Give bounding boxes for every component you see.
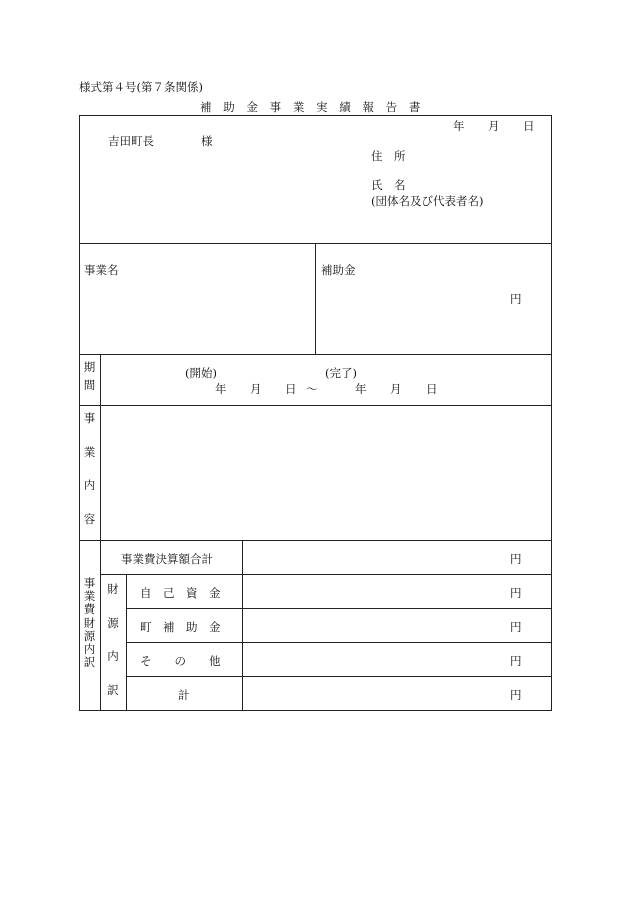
breakdown-char: 業 bbox=[83, 589, 96, 604]
date-month: 月 bbox=[488, 119, 500, 133]
period-end-label: (完了) bbox=[325, 366, 357, 380]
project-name-label: 事業名 bbox=[84, 263, 119, 277]
period-tilde: 〜 bbox=[306, 382, 318, 396]
own-funds-label: 自 己 資 金 bbox=[140, 586, 221, 600]
source-char: 源 bbox=[107, 615, 119, 630]
date-year: 年 bbox=[453, 119, 465, 133]
divider bbox=[79, 540, 552, 541]
breakdown-char: 源 bbox=[83, 628, 96, 643]
period-char: 間 bbox=[83, 377, 96, 392]
end-month: 月 bbox=[390, 382, 402, 396]
content-label bbox=[79, 413, 100, 525]
source-label bbox=[100, 584, 126, 696]
total-cost-yen: 円 bbox=[510, 552, 522, 566]
total-cost-label: 事業費決算額合計 bbox=[121, 552, 213, 566]
source-char: 内 bbox=[107, 649, 119, 663]
start-year: 年 bbox=[215, 382, 227, 396]
own-funds-yen: 円 bbox=[510, 586, 522, 600]
breakdown-char: 訳 bbox=[83, 655, 96, 670]
divider bbox=[242, 540, 243, 711]
subtotal-label: 計 bbox=[178, 688, 190, 702]
end-day: 日 bbox=[426, 382, 438, 396]
start-day: 日 bbox=[285, 382, 297, 396]
divider bbox=[126, 574, 127, 711]
name-label: 氏 名 bbox=[371, 178, 406, 192]
form-number: 様式第４号(第７条関係) bbox=[79, 80, 203, 94]
period-label bbox=[79, 362, 100, 391]
breakdown-char: 内 bbox=[83, 642, 96, 657]
source-char: 財 bbox=[107, 582, 119, 596]
breakdown-char: 費 bbox=[83, 602, 96, 617]
content-char: 業 bbox=[83, 444, 96, 459]
content-char: 事 bbox=[83, 411, 96, 425]
divider bbox=[126, 642, 552, 643]
end-year: 年 bbox=[355, 382, 367, 396]
breakdown-char: 事 bbox=[83, 576, 96, 590]
date-day: 日 bbox=[523, 119, 535, 133]
other-label: そ の 他 bbox=[140, 654, 221, 668]
breakdown-char: 財 bbox=[83, 615, 96, 630]
name-note: (団体名及び代表者名) bbox=[371, 194, 484, 208]
town-subsidy-yen: 円 bbox=[510, 620, 522, 634]
period-char: 期 bbox=[83, 360, 96, 374]
period-start-label: (開始) bbox=[185, 366, 217, 380]
subsidy-label: 補助金 bbox=[321, 263, 356, 277]
addressee: 吉田町長 bbox=[108, 134, 154, 148]
town-subsidy-label: 町 補 助 金 bbox=[140, 620, 221, 634]
form-title: 補 助 金 事 業 実 績 報 告 書 bbox=[200, 100, 425, 114]
content-char: 内 bbox=[83, 478, 96, 492]
subtotal-yen: 円 bbox=[510, 688, 522, 702]
address-label: 住 所 bbox=[371, 149, 406, 163]
divider bbox=[100, 574, 552, 575]
divider bbox=[126, 676, 552, 677]
divider bbox=[315, 243, 316, 354]
divider bbox=[79, 405, 552, 406]
divider bbox=[79, 354, 552, 355]
source-char: 訳 bbox=[107, 682, 119, 697]
honorific: 様 bbox=[201, 134, 213, 148]
other-yen: 円 bbox=[510, 654, 522, 668]
subsidy-yen: 円 bbox=[510, 292, 522, 306]
divider bbox=[126, 608, 552, 609]
breakdown-label bbox=[79, 577, 100, 670]
content-char: 容 bbox=[83, 511, 96, 526]
start-month: 月 bbox=[250, 382, 262, 396]
